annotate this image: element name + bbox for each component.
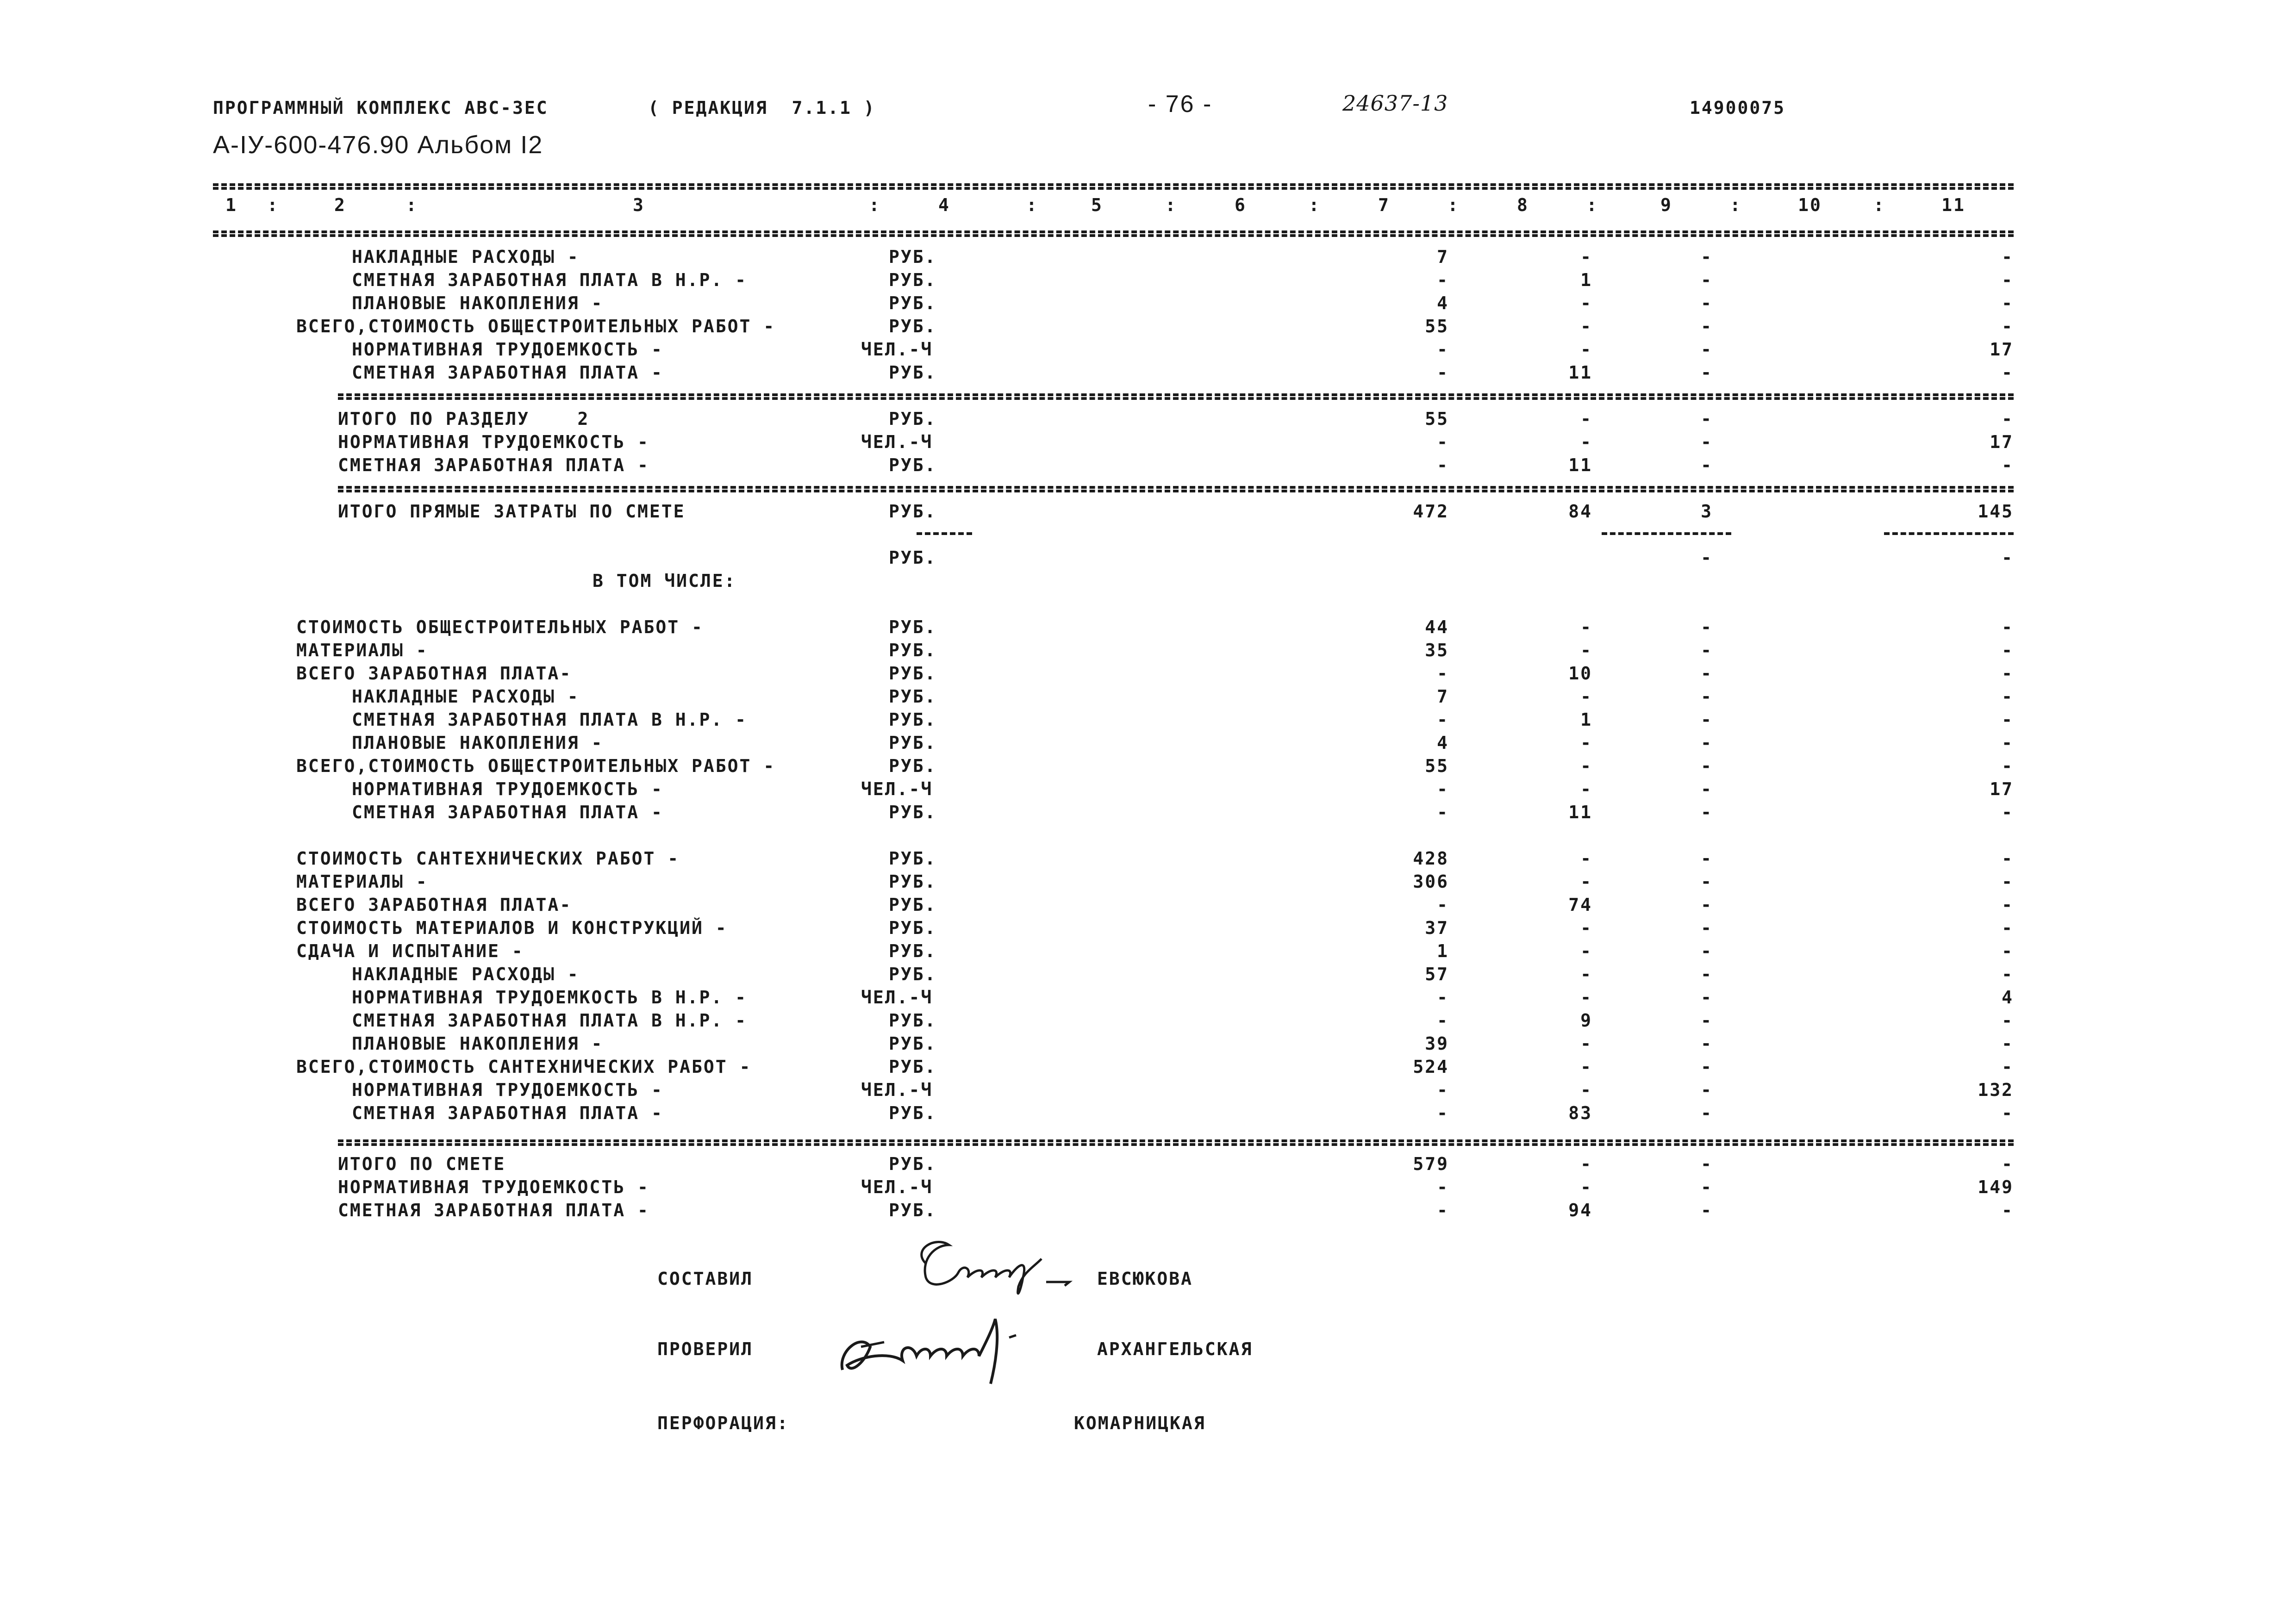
- cell-col7: 579: [1413, 1154, 1449, 1174]
- row-label: ИТОГО ПО РАЗДЕЛУ 2: [338, 409, 590, 429]
- column-number: 10: [1798, 195, 1822, 215]
- handwritten-code: 24637-13: [1342, 91, 1448, 116]
- cell-col11: -: [2002, 686, 2014, 707]
- row-unit: РУБ.: [889, 964, 937, 984]
- cell-col9: -: [1701, 1080, 1713, 1100]
- row-unit: ЧЕЛ.-Ч: [861, 1080, 933, 1100]
- cell-col9: -: [1701, 686, 1713, 707]
- cell-col7: -: [1437, 895, 1449, 915]
- cell-col9: -: [1701, 339, 1713, 360]
- cell-col11: -: [2002, 1154, 2014, 1174]
- subtotal-underline: [1602, 532, 1731, 535]
- column-number: 2: [334, 195, 346, 215]
- row-unit: РУБ.: [889, 686, 937, 707]
- row-unit: РУБ.: [889, 1033, 937, 1054]
- cell-col8: -: [1580, 247, 1592, 267]
- row-label: СМЕТНАЯ ЗАРАБОТНАЯ ПЛАТА -: [352, 802, 663, 822]
- cell-col9: -: [1701, 247, 1713, 267]
- cell-col7: 1: [1437, 941, 1449, 961]
- column-separator: :: [406, 195, 418, 215]
- cell-col11: -: [2002, 293, 2014, 313]
- column-number: 9: [1660, 195, 1672, 215]
- column-number: 7: [1378, 195, 1390, 215]
- row-unit: РУБ.: [889, 663, 937, 684]
- row-unit: РУБ.: [889, 548, 937, 568]
- row-unit: РУБ.: [889, 316, 937, 336]
- cell-col9: -: [1701, 756, 1713, 776]
- cell-col9: -: [1701, 362, 1713, 383]
- cell-col7: 524: [1413, 1057, 1449, 1077]
- cell-col7: 39: [1425, 1033, 1449, 1054]
- cell-col9: 3: [1701, 501, 1713, 522]
- cell-col7: -: [1437, 1177, 1449, 1197]
- row-label: НОРМАТИВНАЯ ТРУДОЕМКОСТЬ -: [352, 339, 663, 360]
- section-rule: [338, 393, 2014, 396]
- row-unit: ЧЕЛ.-Ч: [861, 1177, 933, 1197]
- cell-col8: 83: [1568, 1103, 1592, 1123]
- row-unit: РУБ.: [889, 895, 937, 915]
- column-separator: :: [1447, 195, 1460, 215]
- cell-col8: 11: [1568, 802, 1592, 822]
- column-separator: :: [869, 195, 881, 215]
- cell-col7: -: [1437, 432, 1449, 452]
- cell-col8: -: [1580, 756, 1592, 776]
- row-unit: РУБ.: [889, 918, 937, 938]
- column-number: 3: [633, 195, 645, 215]
- cell-col9: -: [1701, 848, 1713, 869]
- cell-col7: 35: [1425, 640, 1449, 660]
- cell-col7: -: [1437, 1080, 1449, 1100]
- row-unit: РУБ.: [889, 270, 937, 290]
- row-unit: ЧЕЛ.-Ч: [861, 339, 933, 360]
- cell-col7: -: [1437, 362, 1449, 383]
- cell-col9: -: [1701, 409, 1713, 429]
- cell-col11: -: [2002, 247, 2014, 267]
- cell-col7: 472: [1413, 501, 1449, 522]
- cell-col8: 11: [1568, 455, 1592, 475]
- column-separator: :: [1026, 195, 1038, 215]
- cell-col7: 55: [1425, 316, 1449, 336]
- program-title: ПРОГРАММНЫЙ КОМПЛЕКС АВС-3ЕС: [213, 98, 549, 118]
- cell-col11: -: [2002, 1010, 2014, 1031]
- cell-col7: 37: [1425, 918, 1449, 938]
- cell-col9: -: [1701, 987, 1713, 1008]
- cell-col7: 55: [1425, 756, 1449, 776]
- row-label: НОРМАТИВНАЯ ТРУДОЕМКОСТЬ -: [338, 1177, 649, 1197]
- cell-col11: -: [2002, 409, 2014, 429]
- cell-col7: 306: [1413, 871, 1449, 892]
- cell-col7: 44: [1425, 617, 1449, 637]
- row-label: НАКЛАДНЫЕ РАСХОДЫ -: [352, 247, 580, 267]
- row-unit: РУБ.: [889, 709, 937, 730]
- cell-col11: -: [2002, 756, 2014, 776]
- row-unit: РУБ.: [889, 617, 937, 637]
- cell-col7: 4: [1437, 293, 1449, 313]
- cell-col8: -: [1580, 987, 1592, 1008]
- row-unit: ЧЕЛ.-Ч: [861, 432, 933, 452]
- cell-col7: -: [1437, 1103, 1449, 1123]
- cell-col11: -: [2002, 709, 2014, 730]
- cell-col8: -: [1580, 848, 1592, 869]
- row-label: НОРМАТИВНАЯ ТРУДОЕМКОСТЬ -: [352, 779, 663, 799]
- cell-col11: -: [2002, 733, 2014, 753]
- row-unit: РУБ.: [889, 848, 937, 869]
- cell-col8: -: [1580, 293, 1592, 313]
- cell-col8: -: [1580, 871, 1592, 892]
- row-label: СТОИМОСТЬ МАТЕРИАЛОВ И КОНСТРУКЦИЙ -: [296, 918, 728, 938]
- column-number: 1: [225, 195, 237, 215]
- cell-col8: -: [1580, 686, 1592, 707]
- row-label: ПЛАНОВЫЕ НАКОПЛЕНИЯ -: [352, 733, 604, 753]
- cell-col7: -: [1437, 1010, 1449, 1031]
- handwritten-signature-2: [833, 1310, 1055, 1388]
- cell-col9: -: [1701, 1010, 1713, 1031]
- cell-col11: 145: [1978, 501, 2014, 522]
- cell-col11: -: [2002, 1200, 2014, 1220]
- cell-col8: -: [1580, 941, 1592, 961]
- section-rule-2: [338, 397, 2014, 400]
- cell-col7: -: [1437, 1200, 1449, 1220]
- cell-col11: 4: [2002, 987, 2014, 1008]
- cell-col7: 428: [1413, 848, 1449, 869]
- column-number: 6: [1235, 195, 1247, 215]
- cell-col9: -: [1701, 918, 1713, 938]
- cell-col9: -: [1701, 895, 1713, 915]
- column-separator: :: [1309, 195, 1321, 215]
- cell-col8: -: [1580, 779, 1592, 799]
- section-rule: [338, 486, 2014, 489]
- row-label: ПЛАНОВЫЕ НАКОПЛЕНИЯ -: [352, 1033, 604, 1054]
- cell-col9: -: [1701, 964, 1713, 984]
- cell-col11: -: [2002, 663, 2014, 684]
- cell-col8: 1: [1580, 270, 1592, 290]
- cell-col9: -: [1701, 640, 1713, 660]
- row-unit: РУБ.: [889, 409, 937, 429]
- cell-col9: -: [1701, 1033, 1713, 1054]
- cell-col11: -: [2002, 871, 2014, 892]
- program-edition: ( РЕДАКЦИЯ 7.1.1 ): [648, 98, 876, 118]
- cell-col8: -: [1580, 1033, 1592, 1054]
- cell-col9: -: [1701, 941, 1713, 961]
- cell-col9: -: [1701, 548, 1713, 568]
- row-unit: ЧЕЛ.-Ч: [861, 779, 933, 799]
- cell-col7: -: [1437, 455, 1449, 475]
- row-label: СМЕТНАЯ ЗАРАБОТНАЯ ПЛАТА -: [352, 362, 663, 383]
- cell-col7: -: [1437, 270, 1449, 290]
- row-label: СМЕТНАЯ ЗАРАБОТНАЯ ПЛАТА В Н.Р. -: [352, 709, 747, 730]
- signature-name: ЕВСЮКОВА: [1097, 1269, 1193, 1289]
- cell-col9: -: [1701, 663, 1713, 684]
- cell-col7: -: [1437, 663, 1449, 684]
- row-label: СМЕТНАЯ ЗАРАБОТНАЯ ПЛАТА -: [352, 1103, 663, 1123]
- document-number: 14900075: [1690, 98, 1786, 118]
- cell-col11: 17: [1990, 432, 2014, 452]
- cell-col9: -: [1701, 733, 1713, 753]
- row-label: СТОИМОСТЬ САНТЕХНИЧЕСКИХ РАБОТ -: [296, 848, 680, 869]
- subtotal-underline: [1884, 532, 2014, 535]
- cell-col9: -: [1701, 316, 1713, 336]
- row-label: ПЛАНОВЫЕ НАКОПЛЕНИЯ -: [352, 293, 604, 313]
- cell-col11: -: [2002, 640, 2014, 660]
- row-unit: РУБ.: [889, 1154, 937, 1174]
- cell-col8: 9: [1580, 1010, 1592, 1031]
- row-label: НОРМАТИВНАЯ ТРУДОЕМКОСТЬ -: [352, 1080, 663, 1100]
- cell-col8: -: [1580, 964, 1592, 984]
- row-unit: РУБ.: [889, 802, 937, 822]
- signature-role: ПРОВЕРИЛ: [657, 1339, 754, 1359]
- row-unit: РУБ.: [889, 1057, 937, 1077]
- signature-role: ПЕРФОРАЦИЯ:: [657, 1413, 789, 1433]
- handwritten-signature-1: [907, 1231, 1102, 1305]
- cell-col8: -: [1580, 918, 1592, 938]
- row-unit: РУБ.: [889, 455, 937, 475]
- cell-col11: -: [2002, 918, 2014, 938]
- cell-col11: -: [2002, 316, 2014, 336]
- cell-col8: -: [1580, 432, 1592, 452]
- column-separator: :: [1165, 195, 1177, 215]
- row-unit: РУБ.: [889, 640, 937, 660]
- row-label: ВСЕГО ЗАРАБОТНАЯ ПЛАТА-: [296, 895, 572, 915]
- column-number: 8: [1517, 195, 1529, 215]
- row-label: ВСЕГО ЗАРАБОТНАЯ ПЛАТА-: [296, 663, 572, 684]
- cell-col8: -: [1580, 733, 1592, 753]
- cell-col11: 17: [1990, 339, 2014, 360]
- cell-col9: -: [1701, 1103, 1713, 1123]
- row-unit: РУБ.: [889, 247, 937, 267]
- cell-col11: -: [2002, 548, 2014, 568]
- row-label: В ТОМ ЧИСЛЕ:: [593, 571, 736, 591]
- cell-col11: 17: [1990, 779, 2014, 799]
- cell-col9: -: [1701, 1200, 1713, 1220]
- row-label: МАТЕРИАЛЫ -: [296, 871, 428, 892]
- row-label: ВСЕГО,СТОИМОСТЬ САНТЕХНИЧЕСКИХ РАБОТ -: [296, 1057, 752, 1077]
- section-rule-2: [338, 490, 2014, 492]
- cell-col11: -: [2002, 362, 2014, 383]
- row-label: ИТОГО ПО СМЕТЕ: [338, 1154, 506, 1174]
- cell-col8: 10: [1568, 663, 1592, 684]
- row-unit: РУБ.: [889, 293, 937, 313]
- row-label: СМЕТНАЯ ЗАРАБОТНАЯ ПЛАТА В Н.Р. -: [352, 270, 747, 290]
- table-top-rule-2: [213, 187, 2014, 190]
- cell-col8: 1: [1580, 709, 1592, 730]
- cell-col8: -: [1580, 339, 1592, 360]
- cell-col9: -: [1701, 871, 1713, 892]
- cell-col8: -: [1580, 316, 1592, 336]
- cell-col11: -: [2002, 848, 2014, 869]
- signature-role: СОСТАВИЛ: [657, 1269, 754, 1289]
- cell-col11: -: [2002, 270, 2014, 290]
- cell-col7: -: [1437, 987, 1449, 1008]
- column-number: 11: [1941, 195, 1965, 215]
- column-separator: :: [267, 195, 279, 215]
- cell-col11: -: [2002, 941, 2014, 961]
- row-label: СДАЧА И ИСПЫТАНИЕ -: [296, 941, 524, 961]
- cell-col9: -: [1701, 293, 1713, 313]
- row-label: СМЕТНАЯ ЗАРАБОТНАЯ ПЛАТА -: [338, 1200, 649, 1220]
- cell-col9: -: [1701, 270, 1713, 290]
- cell-col7: 55: [1425, 409, 1449, 429]
- cell-col8: 84: [1568, 501, 1592, 522]
- cell-col8: -: [1580, 1057, 1592, 1077]
- row-unit: РУБ.: [889, 1200, 937, 1220]
- row-label: СМЕТНАЯ ЗАРАБОТНАЯ ПЛАТА -: [338, 455, 649, 475]
- row-label: НАКЛАДНЫЕ РАСХОДЫ -: [352, 964, 580, 984]
- cell-col11: -: [2002, 617, 2014, 637]
- cell-col9: -: [1701, 709, 1713, 730]
- cell-col9: -: [1701, 455, 1713, 475]
- row-label: СТОИМОСТЬ ОБЩЕСТРОИТЕЛЬНЫХ РАБОТ -: [296, 617, 704, 637]
- row-unit: РУБ.: [889, 871, 937, 892]
- album-reference: А-IУ-600-476.90 Альбом I2: [213, 131, 543, 159]
- cell-col9: -: [1701, 432, 1713, 452]
- column-number: 4: [938, 195, 950, 215]
- cell-col9: -: [1701, 1154, 1713, 1174]
- cell-col11: -: [2002, 964, 2014, 984]
- row-label: МАТЕРИАЛЫ -: [296, 640, 428, 660]
- row-label: ВСЕГО,СТОИМОСТЬ ОБЩЕСТРОИТЕЛЬНЫХ РАБОТ -: [296, 756, 776, 776]
- row-label: НАКЛАДНЫЕ РАСХОДЫ -: [352, 686, 580, 707]
- cell-col11: -: [2002, 1057, 2014, 1077]
- row-unit: РУБ.: [889, 733, 937, 753]
- cell-col8: 11: [1568, 362, 1592, 383]
- cell-col11: -: [2002, 455, 2014, 475]
- table-header-rule: [213, 230, 2014, 233]
- cell-col11: 149: [1978, 1177, 2014, 1197]
- row-unit: РУБ.: [889, 501, 937, 522]
- row-unit: ЧЕЛ.-Ч: [861, 987, 933, 1008]
- row-unit: РУБ.: [889, 941, 937, 961]
- column-separator: :: [1730, 195, 1742, 215]
- column-separator: :: [1873, 195, 1885, 215]
- cell-col9: -: [1701, 802, 1713, 822]
- row-label: НОРМАТИВНАЯ ТРУДОЕМКОСТЬ -: [338, 432, 649, 452]
- cell-col11: 132: [1978, 1080, 2014, 1100]
- cell-col9: -: [1701, 617, 1713, 637]
- cell-col11: -: [2002, 1103, 2014, 1123]
- cell-col7: 4: [1437, 733, 1449, 753]
- cell-col7: 7: [1437, 247, 1449, 267]
- row-unit: РУБ.: [889, 1103, 937, 1123]
- cell-col7: -: [1437, 779, 1449, 799]
- cell-col9: -: [1701, 1057, 1713, 1077]
- cell-col7: 57: [1425, 964, 1449, 984]
- signature-name: АРХАНГЕЛЬСКАЯ: [1097, 1339, 1253, 1359]
- table-header-rule-2: [213, 234, 2014, 237]
- cell-col11: -: [2002, 895, 2014, 915]
- row-unit: РУБ.: [889, 756, 937, 776]
- cell-col8: -: [1580, 1080, 1592, 1100]
- cell-col7: -: [1437, 802, 1449, 822]
- cell-col7: 7: [1437, 686, 1449, 707]
- cell-col7: -: [1437, 709, 1449, 730]
- cell-col8: 74: [1568, 895, 1592, 915]
- cell-col8: -: [1580, 617, 1592, 637]
- section-rule-2: [338, 1143, 2014, 1146]
- column-separator: :: [1586, 195, 1598, 215]
- section-rule: [338, 1139, 2014, 1142]
- column-number: 5: [1091, 195, 1103, 215]
- row-label: ВСЕГО,СТОИМОСТЬ ОБЩЕСТРОИТЕЛЬНЫХ РАБОТ -: [296, 316, 776, 336]
- cell-col8: 94: [1568, 1200, 1592, 1220]
- cell-col8: -: [1580, 1177, 1592, 1197]
- cell-col9: -: [1701, 779, 1713, 799]
- cell-col8: -: [1580, 1154, 1592, 1174]
- cell-col8: -: [1580, 409, 1592, 429]
- row-label: СМЕТНАЯ ЗАРАБОТНАЯ ПЛАТА В Н.Р. -: [352, 1010, 747, 1031]
- subtotal-underline: [917, 532, 972, 535]
- cell-col8: -: [1580, 640, 1592, 660]
- row-unit: РУБ.: [889, 1010, 937, 1031]
- row-unit: РУБ.: [889, 362, 937, 383]
- row-label: НОРМАТИВНАЯ ТРУДОЕМКОСТЬ В Н.Р. -: [352, 987, 747, 1008]
- signature-name: КОМАРНИЦКАЯ: [1074, 1413, 1206, 1433]
- page-number: - 76 -: [1148, 91, 1213, 118]
- row-label: ИТОГО ПРЯМЫЕ ЗАТРАТЫ ПО СМЕТЕ: [338, 501, 686, 522]
- table-top-rule: [213, 183, 2014, 186]
- cell-col7: -: [1437, 339, 1449, 360]
- cell-col11: -: [2002, 802, 2014, 822]
- cell-col11: -: [2002, 1033, 2014, 1054]
- cell-col9: -: [1701, 1177, 1713, 1197]
